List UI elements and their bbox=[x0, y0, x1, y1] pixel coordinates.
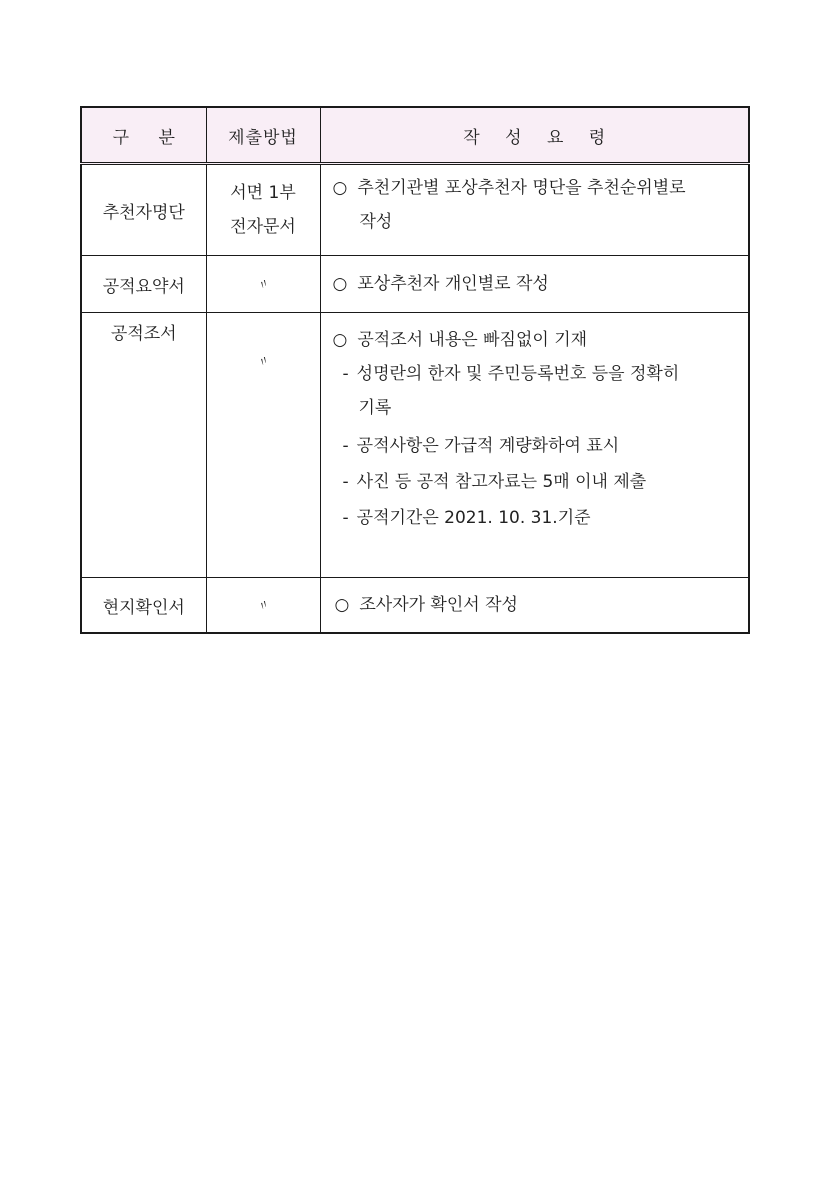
item-text: 추천기관별 포상추천자 명단을 추천순위별로 bbox=[357, 178, 686, 198]
row-method bbox=[206, 256, 320, 313]
dash-bullet-icon: - bbox=[342, 436, 349, 456]
row-method bbox=[206, 578, 320, 634]
submission-table bbox=[80, 106, 750, 634]
dash-item bbox=[321, 357, 749, 391]
item-text-cont: 작성 bbox=[359, 212, 393, 232]
item-text: 조사자가 확인서 작성 bbox=[359, 595, 518, 615]
table-row bbox=[81, 256, 749, 313]
circle-item bbox=[321, 323, 749, 357]
circle-bullet-icon: ○ bbox=[334, 595, 350, 615]
circle-bullet-icon: ○ bbox=[332, 274, 348, 294]
table-header-row bbox=[81, 107, 749, 164]
item-text: 공적조서 내용은 빠짐없이 기재 bbox=[357, 330, 588, 350]
circle-item bbox=[323, 588, 749, 622]
row-method bbox=[206, 164, 320, 256]
row-category: 공적조서 bbox=[81, 313, 206, 578]
row-guideline bbox=[320, 256, 749, 313]
dash-item bbox=[321, 501, 749, 535]
circle-bullet-icon: ○ bbox=[332, 178, 348, 198]
row-category: 현지확인서 bbox=[81, 578, 206, 634]
table-row bbox=[81, 164, 749, 256]
table-row bbox=[81, 313, 749, 578]
ditto-mark: 〃 bbox=[255, 597, 272, 615]
row-guideline bbox=[320, 578, 749, 634]
circle-item bbox=[321, 171, 749, 239]
item-text: 사진 등 공적 참고자료는 5매 이내 제출 bbox=[356, 472, 647, 492]
row-guideline bbox=[320, 164, 749, 256]
dash-bullet-icon: - bbox=[342, 364, 349, 384]
method-line: 서면 1부 bbox=[230, 183, 296, 203]
circle-bullet-icon: ○ bbox=[332, 330, 348, 350]
item-text-cont: 기록 bbox=[358, 398, 392, 418]
row-guideline bbox=[320, 313, 749, 578]
item-text: 포상추천자 개인별로 작성 bbox=[357, 274, 549, 294]
row-category: 추천자명단 bbox=[81, 164, 206, 256]
item-text: 성명란의 한자 및 주민등록번호 등을 정확히 bbox=[356, 364, 680, 384]
header-guideline: 작 성 요 령 bbox=[320, 107, 749, 164]
item-text: 공적기간은 2021. 10. 31.기준 bbox=[356, 508, 591, 528]
item-text: 공적사항은 가급적 계량화하여 표시 bbox=[356, 436, 620, 456]
method-line: 전자문서 bbox=[230, 217, 296, 237]
dash-bullet-icon: - bbox=[342, 508, 349, 528]
dash-item bbox=[321, 429, 749, 463]
circle-item bbox=[321, 267, 749, 301]
header-category: 구 분 bbox=[81, 107, 206, 164]
dash-item bbox=[321, 465, 749, 499]
ditto-mark: 〃 bbox=[255, 353, 272, 371]
row-method bbox=[206, 313, 320, 578]
header-method: 제출방법 bbox=[206, 107, 320, 164]
ditto-mark: 〃 bbox=[255, 276, 272, 294]
table-row bbox=[81, 578, 749, 634]
row-category: 공적요약서 bbox=[81, 256, 206, 313]
dash-bullet-icon: - bbox=[342, 472, 349, 492]
